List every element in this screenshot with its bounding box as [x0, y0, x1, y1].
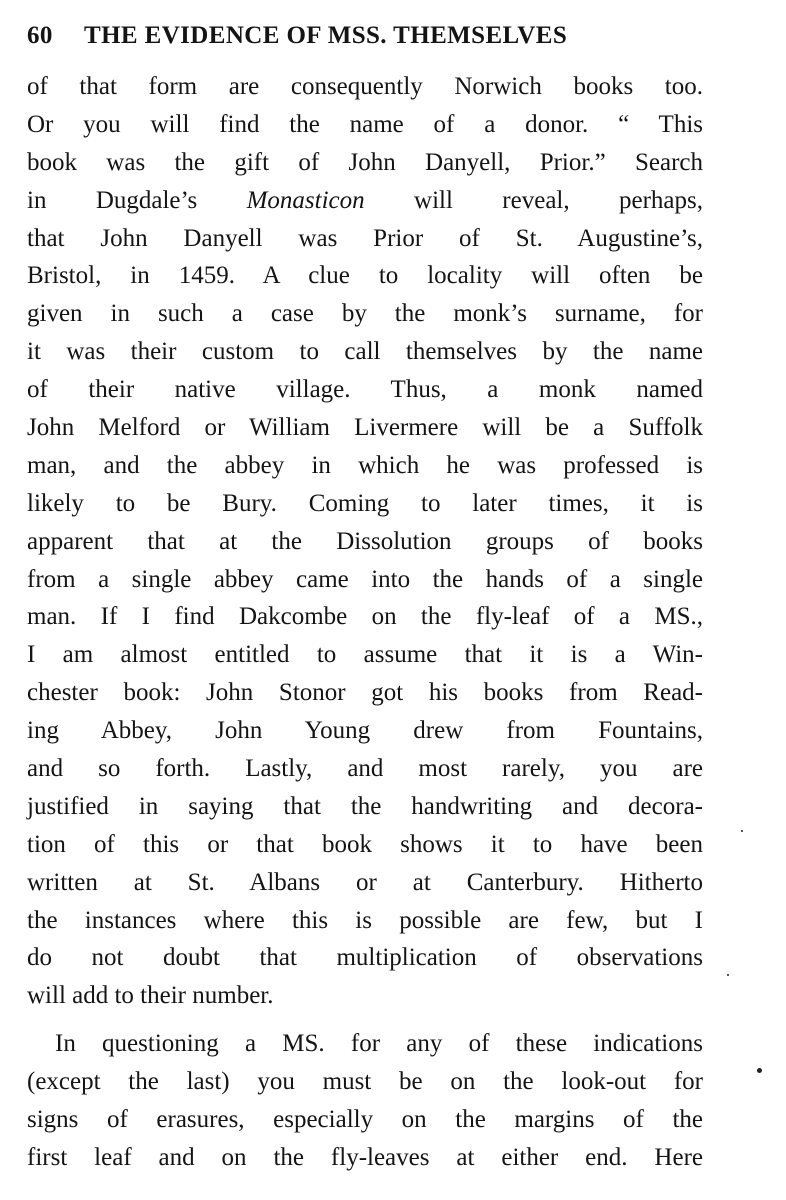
text-line: the instances where this is possible are few, but I: [27, 906, 703, 934]
paragraph: [27, 1025, 703, 1177]
text-line: Bristol, in 1459. A clue to locality will often be: [27, 262, 703, 290]
text-line: signs of erasures, especially on the margins of the: [27, 1106, 703, 1134]
text-line: I am almost entitled to assume that it is a Win-: [27, 641, 703, 669]
text-line: do not doubt that multiplication of observations: [27, 944, 703, 972]
text-line: given in such a case by the monk’s surname, for: [27, 300, 703, 328]
text-line: man. If I find Dakcombe on the fly-leaf of a MS.,: [27, 603, 703, 631]
text-line: tion of this or that book shows it to have been: [27, 830, 703, 858]
text-line: (except the last) you must be on the look-out for: [27, 1068, 703, 1096]
paragraph: [27, 68, 703, 1015]
text-line: first leaf and on the fly-leaves at either end. Here: [27, 1143, 703, 1171]
italic-title: Monasticon: [246, 186, 365, 214]
ink-speck: [741, 830, 743, 832]
text-line: it was their custom to call themselves by the name: [27, 338, 703, 366]
text-line: John Melford or William Livermere will be a Suffolk: [27, 414, 703, 442]
ink-speck: [757, 1068, 762, 1073]
body-text: [27, 68, 703, 1177]
ink-speck: [727, 974, 729, 976]
text-line: justified in saying that the handwriting and decora-: [27, 792, 703, 820]
text-line: book was the gift of John Danyell, Prior.” Search: [27, 148, 703, 176]
text-line: likely to be Bury. Coming to later times, it is: [27, 489, 703, 517]
text-line: of that form are consequently Norwich books too.: [27, 73, 703, 100]
text-line: apparent that at the Dissolution groups of books: [27, 527, 703, 555]
text-line: ing Abbey, John Young drew from Fountains,: [27, 717, 703, 745]
text-line: of their native village. Thus, a monk named: [27, 376, 703, 404]
text-line: and so forth. Lastly, and most rarely, you are: [27, 755, 703, 783]
text-line: written at St. Albans or at Canterbury. Hitherto: [27, 868, 703, 896]
text-line: In questioning a MS. for any of these indications: [55, 1030, 703, 1058]
text-line: Or you will find the name of a donor. “ This: [27, 110, 703, 138]
text-line: from a single abbey came into the hands of a single: [27, 565, 703, 593]
page-number: 60: [27, 22, 53, 49]
book-page: [27, 22, 703, 1177]
text-line: will add to their number.: [27, 982, 274, 1010]
text-line: chester book: John Stonor got his books from Read-: [27, 679, 703, 707]
text-line: that John Danyell was Prior of St. Augustine’s,: [27, 224, 703, 252]
running-head: [27, 22, 703, 68]
text-line: man, and the abbey in which he was professed is: [27, 451, 703, 479]
running-title: THE EVIDENCE OF MSS. THEMSELVES: [84, 22, 568, 49]
text-line: in Dugdale’s Monasticon will reveal, perhaps,: [27, 186, 703, 214]
